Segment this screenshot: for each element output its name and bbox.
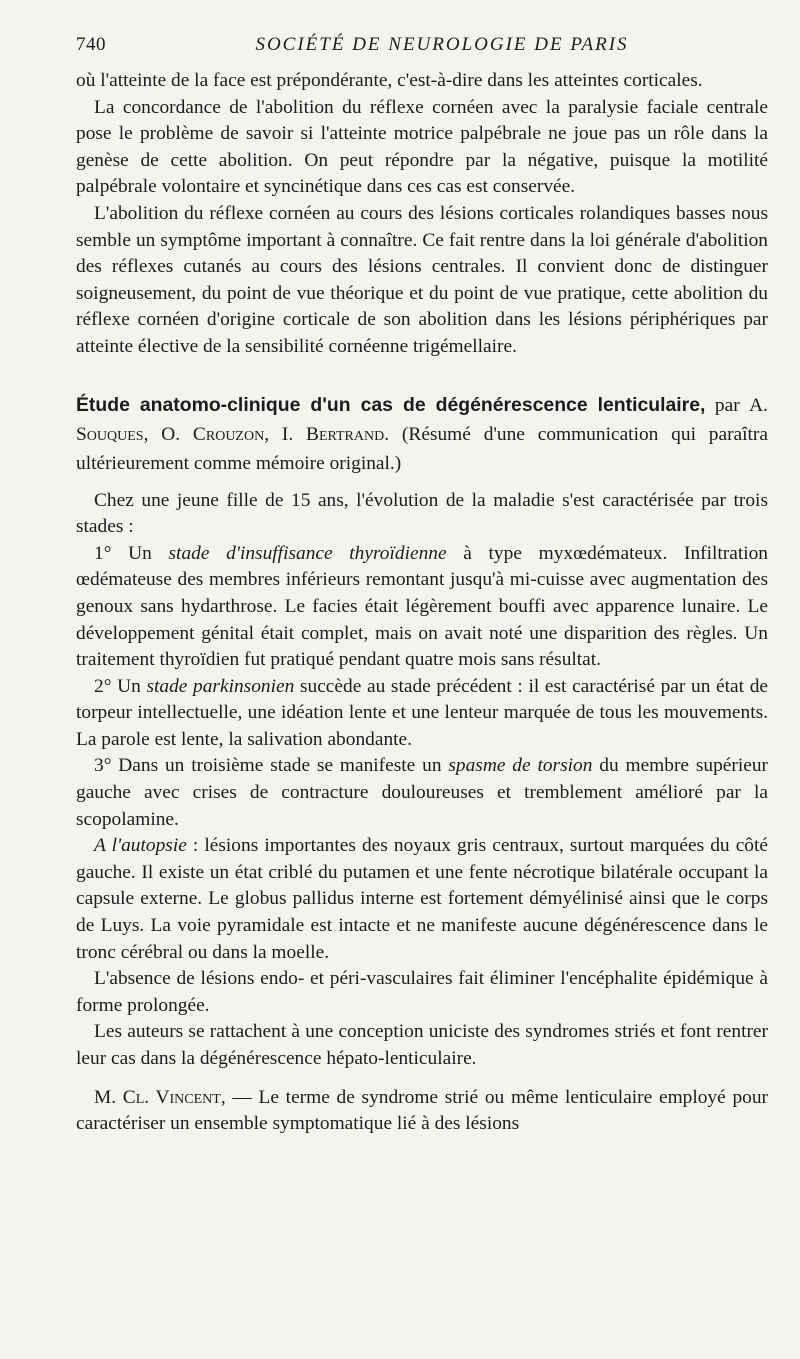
section-title: Étude anatomo-clinique d'un cas de dégénérescence lenticulaire, <box>76 393 706 416</box>
stage-2-text: succède au stade précédent : il est caractérisé par un état de torpeur intellectuelle, une idéation lente et une lenteur marquée de tous les mouvements. La parole est lente, la salivation abondante. <box>76 675 768 750</box>
stage-3-prefix: 3° Dans un troisième stade se manifeste un <box>94 755 449 777</box>
stage-1 <box>76 541 768 674</box>
section-by: par <box>705 394 750 416</box>
paragraph-continuation: où l'atteinte de la face est prépondérante, c'est-à-dire dans les atteintes corticales. <box>76 70 703 91</box>
section-heading <box>76 391 768 478</box>
stage-2 <box>76 674 768 754</box>
page-header <box>76 34 768 62</box>
stage-3 <box>76 753 768 833</box>
stage-3-term: spasme de torsion <box>448 755 593 777</box>
autopsy-term: A l'autopsie <box>94 835 187 857</box>
stage-2-term: stade parkinsonien <box>146 675 295 697</box>
case-intro: Chez une jeune fille de 15 ans, l'évolution de la maladie s'est caractérisée par trois stades : <box>76 489 768 538</box>
stage-1-number: 1° Un <box>94 542 169 564</box>
autopsy-text: : lésions importantes des noyaux gris centraux, surtout marquées du côté gauche. Il existe un état criblé du putamen et une fente nécrotique bilatérale occupant la capsule externe. Le globus pallidus interne est fortement démyélinisé ainsi que le corps de Luys. La voie pyramidale est intacte et ne manifeste aucune dégénérescence dans le tronc cérébral ou dans la moelle. <box>76 835 768 963</box>
page-number: 740 <box>76 34 106 55</box>
running-title: SOCIÉTÉ DE NEUROLOGIE DE PARIS <box>255 34 629 55</box>
paragraph-absence: L'absence de lésions endo- et péri-vasculaires fait éliminer l'encéphalite épidémique à forme prolongée. <box>76 968 768 1016</box>
discussion-paragraph <box>76 1085 768 1138</box>
paragraph-corneal-concordance: La concordance de l'abolition du réflexe cornéen avec la paralysie faciale centrale pose le problème de savoir si l'atteinte motrice palpébrale ne joue pas un rôle dans la genèse de cette abolition. On peut répondre par la négative, puisque la motilité palpébrale volontaire et syncinétique dans ces cas est conservée. <box>76 96 768 198</box>
section-authors: A. Souques, O. Crouzon, I. Bertrand. <box>76 394 768 445</box>
autopsy-paragraph <box>76 833 768 966</box>
stage-1-text: à type myxœdémateux. Infiltration œdémateuse des membres inférieurs remontant jusqu'à mi-cuisse avec augmentation des genoux sans hydarthrose. Le facies était légèrement bouffi avec apparence lunaire. Le développement génital était complet, mais on avait noté une disparition des règles. Un traitement thyroïdien fut pratiqué pendant quatre mois sans résultat. <box>76 542 768 671</box>
paragraph-authors-conclusion: Les auteurs se rattachent à une conception uniciste des syndromes striés et font rentrer leur cas dans la dégénérescence hépato-lenticulaire. <box>76 1021 768 1069</box>
section-note: (Résumé d'une communication qui paraîtra ultérieurement comme mémoire original.) <box>76 423 768 474</box>
stage-3-text: du membre supérieur gauche avec crises de contracture douloureuses et tremblement amélioré par la scopolamine. <box>76 755 769 830</box>
paragraph-corneal-abolition: L'abolition du réflexe cornéen au cours des lésions corticales rolandiques basses nous semble un symptôme important à connaître. Ce fait rentre dans la loi générale d'abolition des réflexes cutanés au cours des lésions centrales. Il convient donc de distinguer soigneusement, du point de vue théorique et du point de vue pratique, cette abolition du réflexe cornéen d'origine corticale de son abolition dans les lésions périphériques par atteinte élective de la sensibilité cornéenne trigémellaire. <box>76 202 768 357</box>
discussion-text: — Le terme de syndrome strié ou même lenticulaire employé pour caractériser un ensemble symptomatique lié à des lésions <box>76 1086 768 1135</box>
stage-2-number: 2° Un <box>94 675 147 697</box>
stage-1-term: stade d'insuffisance thyroïdienne <box>168 542 447 564</box>
discussion-speaker: M. Cl. Vincent, <box>94 1086 226 1108</box>
